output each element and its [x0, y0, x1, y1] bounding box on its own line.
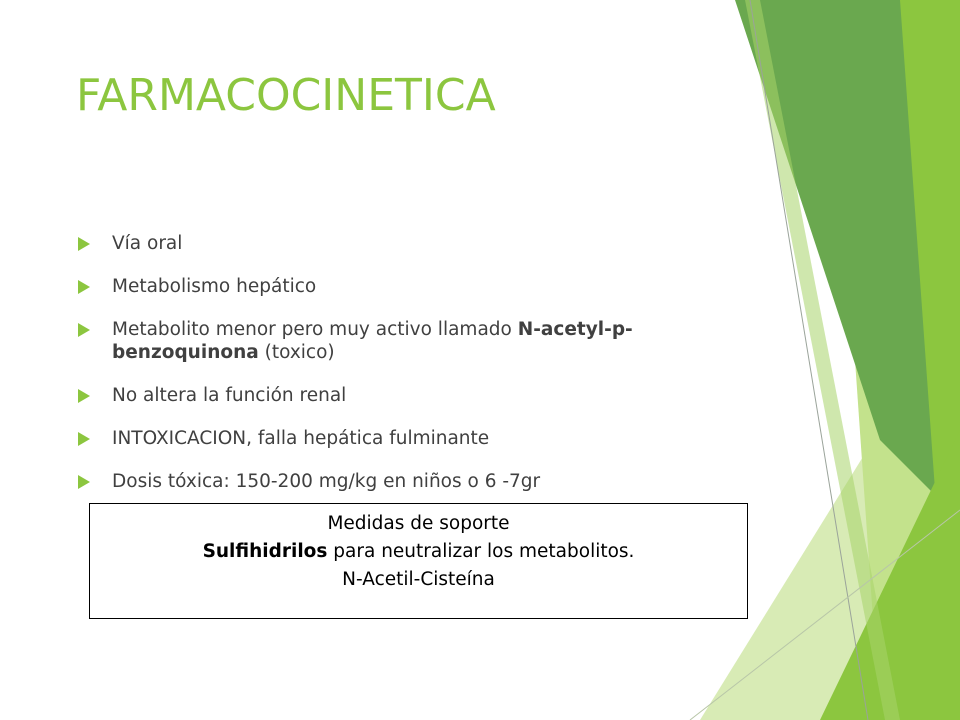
box-line-2-rest: para neutralizar los metabolitos.	[327, 541, 635, 562]
triangle-bullet-icon	[78, 432, 90, 446]
triangle-bullet-icon	[78, 323, 90, 337]
bullet-text: (toxico)	[258, 342, 335, 363]
bullet-text: Dosis tóxica: 150-200 mg/kg en niños o 6 -7gr	[112, 471, 541, 492]
bullet-list	[76, 232, 716, 513]
triangle-bullet-icon	[78, 389, 90, 403]
bullet-item	[76, 232, 716, 255]
bullet-item	[76, 427, 716, 450]
bullet-text: No altera la función renal	[112, 385, 347, 406]
bullet-text: INTOXICACION, falla hepática fulminante	[112, 428, 490, 449]
bullet-text: Metabolito menor pero muy activo llamado	[112, 319, 518, 340]
box-line-2-bold: Sulfihidrilos	[202, 541, 328, 562]
bullet-item	[76, 318, 716, 364]
bullet-text: Vía oral	[112, 233, 183, 254]
treatment-box	[89, 503, 748, 619]
bullet-text-bold: N-acetyl-p-benzoquinona	[112, 319, 633, 363]
bullet-text: Metabolismo hepático	[112, 276, 317, 297]
bullet-item	[76, 470, 716, 493]
box-line-3: N-Acetil-Cisteína	[342, 569, 495, 590]
slide-title: FARMACOCINETICA	[76, 70, 496, 121]
triangle-bullet-icon	[78, 237, 90, 251]
triangle-bullet-icon	[78, 475, 90, 489]
bullet-item	[76, 384, 716, 407]
bullet-item	[76, 275, 716, 298]
box-line-2	[90, 538, 747, 566]
triangle-bullet-icon	[78, 280, 90, 294]
box-line-1: Medidas de soporte	[327, 513, 510, 534]
